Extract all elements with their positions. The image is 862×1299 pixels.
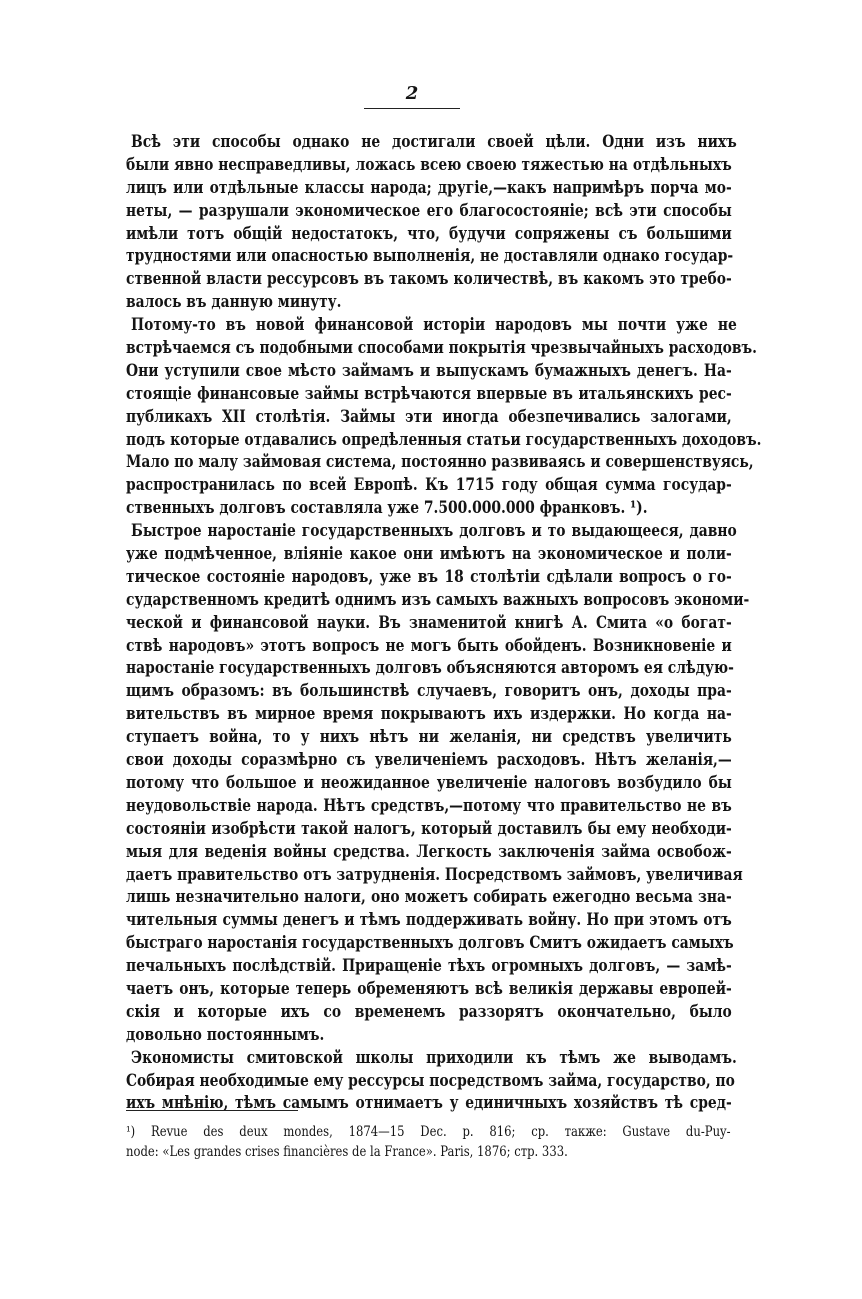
text-line: трудностями или опасностью выполненія, не доставляли однако государ- xyxy=(126,246,734,266)
text-line: публикахъ XII столѣтія. Займы эти иногда обезпечивались залогами, xyxy=(126,406,732,426)
text-line: скія и которые ихъ со временемъ раззорятъ окончательно, было xyxy=(126,1001,732,1021)
text-line: неты, — разрушали экономическое его благосостояніе; всѣ эти способы xyxy=(126,200,732,220)
text-line: довольно постояннымъ. xyxy=(126,1024,325,1044)
text-line: стоящіе финансовые займы встрѣчаются впервые въ итальянскихъ рес- xyxy=(126,383,732,403)
paragraph xyxy=(126,520,750,1046)
text-line: быстраго наростанія государственныхъ долговъ Смитъ ожидаетъ самыхъ xyxy=(126,933,734,953)
text-line: Быстрое наростаніе государственныхъ долговъ и то выдающееся, давно xyxy=(131,521,737,541)
text-line: Они уступили свое мѣсто займамъ и выпускамъ бумажныхъ денегъ. На- xyxy=(126,360,732,380)
text-line: неудовольствіе народа. Нѣтъ средствъ,—потому что правительство не въ xyxy=(126,795,732,815)
text-line: свои доходы соразмѣрно съ увеличеніемъ расходовъ. Нѣтъ желанія,— xyxy=(126,750,732,770)
text-line: были явно несправедливы, ложась всею своею тяжестью на отдѣльныхъ xyxy=(126,154,732,174)
text-line: подъ которые отдавались опредѣленныя статьи государственныхъ доходовъ. xyxy=(126,429,762,449)
text-line: чительныя суммы денегъ и тѣмъ поддерживать войну. Но при этомъ отъ xyxy=(126,910,732,930)
text-line: мыя для веденія войны средства. Легкость заключенія займа освобож- xyxy=(126,841,732,861)
text-line: ступаетъ война, то у нихъ нѣтъ ни желанія, ни средствъ увеличить xyxy=(126,727,732,747)
text-line: даетъ правительство отъ затрудненія. Посредствомъ займовъ, увеличивая xyxy=(126,864,743,884)
paragraph xyxy=(126,1047,737,1116)
text-line: лицъ или отдѣльные классы народа; другіе,—какъ напримѣръ порча мо- xyxy=(126,177,732,197)
text-line: вительствъ въ мирное время покрываютъ ихъ издержки. Но когда на- xyxy=(126,704,732,724)
text-line: ственныхъ долговъ составляла уже 7.500.000.000 франковъ. ¹). xyxy=(126,498,648,518)
text-line: состояніи изобрѣсти такой налогъ, который доставилъ бы ему необходи- xyxy=(126,818,732,838)
text-line: щимъ образомъ: въ большинствѣ случаевъ, говоритъ онъ, доходы пра- xyxy=(126,681,732,701)
text-line: Экономисты смитовской школы приходили къ тѣмъ же выводамъ. xyxy=(131,1047,737,1067)
text-line: ствѣ народовъ» этотъ вопросъ не могъ быть обойденъ. Возникновеніе и xyxy=(126,635,732,655)
text-line: тическое состояніе народовъ, уже въ 18 столѣтіи сдѣлали вопросъ о го- xyxy=(126,566,732,586)
text-line: Потому-то въ новой финансовой исторіи народовъ мы почти уже не xyxy=(131,315,737,335)
text-line: Мало по малу займовая система, постоянно развиваясь и совершенствуясь, xyxy=(126,452,754,472)
text-line: Всѣ эти способы однако не достигали своей цѣли. Одни изъ нихъ xyxy=(131,132,737,151)
footnote-rule xyxy=(126,1110,298,1111)
text-line: ственной власти рессурсовъ въ такомъ количествѣ, въ какомъ это требо- xyxy=(126,269,732,289)
text-line: распространилась по всей Европѣ. Къ 1715 году общая сумма государ- xyxy=(126,475,732,495)
footnote-line: node: «Les grandes crises financières de la France». Paris, 1876; стр. 333. xyxy=(126,1144,568,1160)
text-line: имѣли тотъ общій недостатокъ, что, будучи сопряжены съ большими xyxy=(126,223,732,243)
paragraph xyxy=(126,131,737,314)
text-line: ихъ мнѣнію, тѣмъ самымъ отнимаетъ у единичныхъ хозяйствъ тѣ сред- xyxy=(126,1093,732,1113)
text-line: чаетъ онъ, которые теперь обременяютъ всѣ великія державы европей- xyxy=(126,978,732,998)
body-text xyxy=(126,131,762,1115)
footnote-line: ¹) Revue des deux mondes, 1874—15 Dec. p. 816; ср. также: Gustave du-Puy- xyxy=(126,1124,731,1140)
text-line: Собирая необходимые ему рессурсы посредствомъ займа, государство, по xyxy=(126,1070,735,1090)
text-line: лишь незначительно налоги, оно можетъ собирать ежегодно весьма зна- xyxy=(126,887,732,907)
text-line: уже подмѣченное, вліяніе какое они имѣютъ на экономическое и поли- xyxy=(126,544,732,564)
text-line: печальныхъ послѣдствій. Приращеніе тѣхъ огромныхъ долговъ, — замѣ- xyxy=(126,956,732,976)
text-line: сударственномъ кредитѣ однимъ изъ самыхъ важныхъ вопросовъ экономи- xyxy=(126,589,750,609)
text-line: ческой и финансовой науки. Въ знаменитой книгѣ А. Смита «о богат- xyxy=(126,612,732,632)
footnote xyxy=(126,1122,732,1162)
text-line: встрѣчаемся съ подобными способами покрытія чрезвычайныхъ расходовъ. xyxy=(126,338,757,358)
paragraph xyxy=(126,314,762,520)
text-line: потому что большое и неожиданное увеличеніе налоговъ возбудило бы xyxy=(126,772,732,792)
page-number: 2 xyxy=(405,83,419,104)
text-line: наростаніе государственныхъ долговъ объясняются авторомъ ея слѣдую- xyxy=(126,658,734,678)
text-line: валось въ данную минуту. xyxy=(126,292,342,312)
header-rule xyxy=(364,108,460,109)
